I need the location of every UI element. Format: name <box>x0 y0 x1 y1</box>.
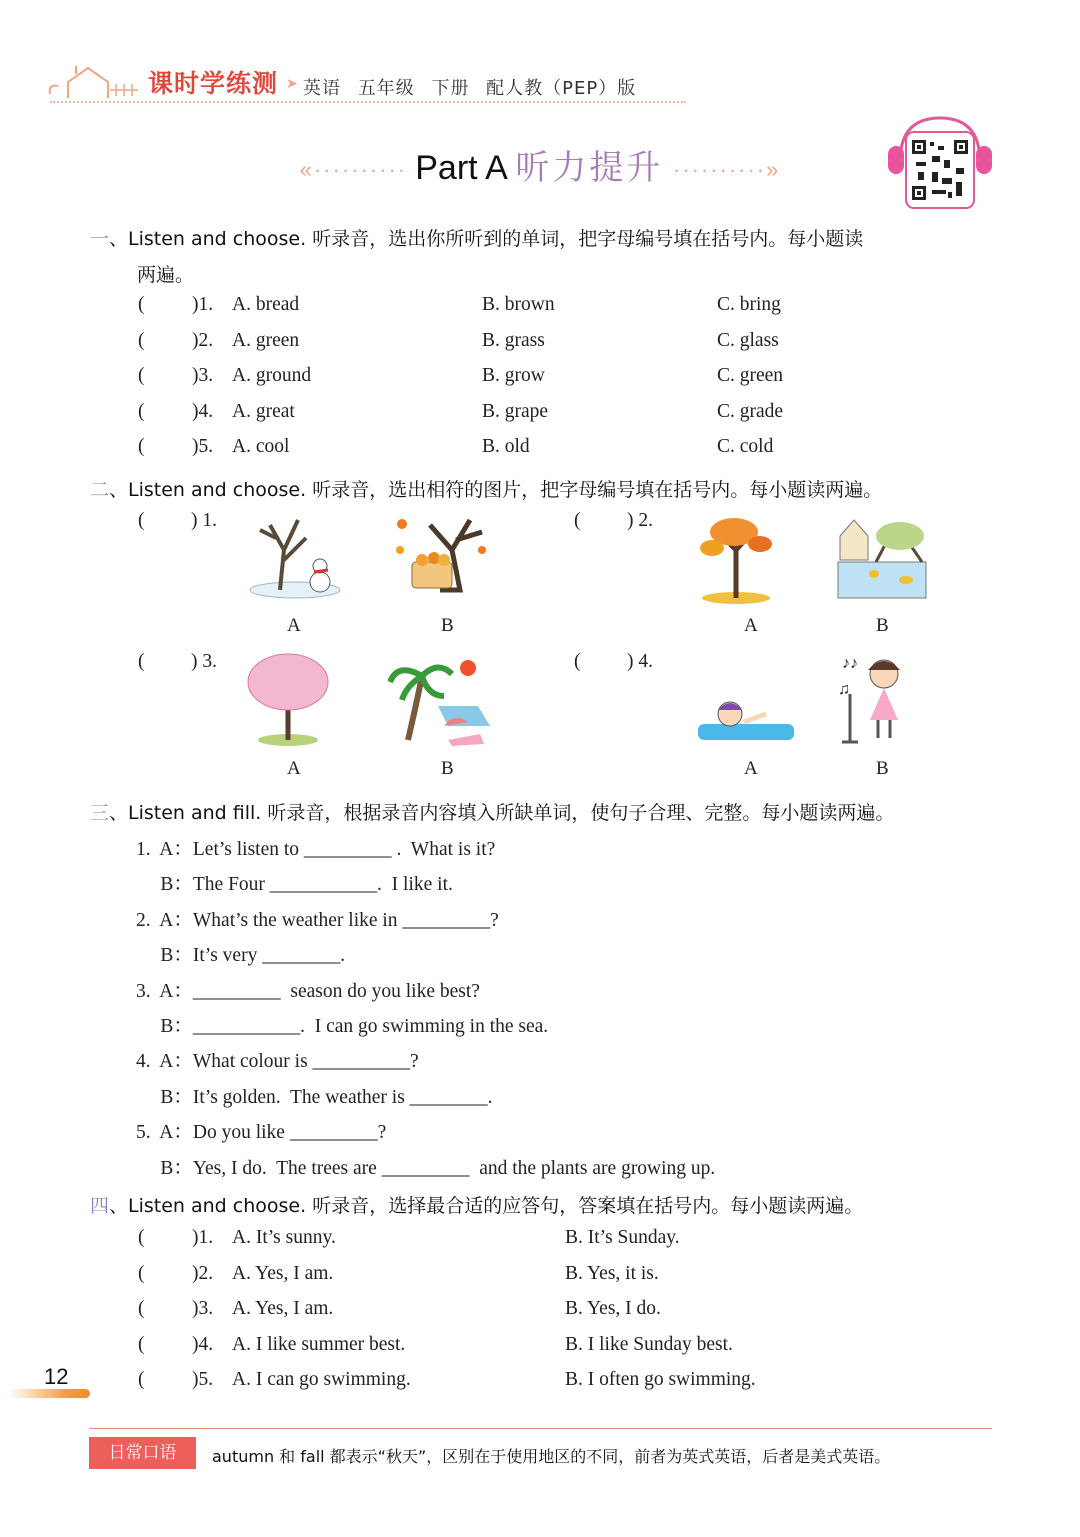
section2-heading <box>90 475 882 502</box>
option-c: C. cold <box>717 436 774 457</box>
picture-label-b: B <box>876 758 889 779</box>
fill-sentence: B：Yes, I do. The trees are _________ and the plants are growing up. <box>136 1157 716 1179</box>
option-b: B. Yes, I do. <box>565 1298 661 1319</box>
section-number: 一 <box>90 228 110 250</box>
picture-label-b: B <box>441 758 454 779</box>
question-number: )1. <box>192 294 214 315</box>
fill-sentence: B：It’s very ________. <box>136 945 346 967</box>
left-chevron-icon: «·········· <box>299 157 416 183</box>
section-instruction: 、Listen and choose. 听录音，选出相符的图片，把字母编号填在括号内。每小题读两遍。 <box>109 479 883 501</box>
option-b: B. brown <box>482 294 555 315</box>
section-instruction: 、Listen and choose. 听录音，选择最合适的应答句，答案填在括号内。每小题读两遍。 <box>109 1195 864 1217</box>
answer-bracket[interactable]: ( <box>138 294 145 315</box>
cherry-blossom-tree-picture <box>240 650 335 748</box>
answer-bracket[interactable]: ( <box>138 400 145 422</box>
fill-sentence: B：___________. I can go swimming in the sea. <box>136 1016 549 1037</box>
part-title-cn: 听力提升 <box>515 148 664 188</box>
fill-sentence: 1. A：Let’s listen to _________ . What is it? <box>136 839 496 860</box>
question-number: )2. <box>192 1262 214 1284</box>
section3-heading <box>90 798 894 825</box>
fill-sentence: 3. A：_________ season do you like best? <box>136 980 480 1002</box>
answer-bracket[interactable]: ( <box>138 365 145 386</box>
footer-divider <box>89 1428 992 1429</box>
part-title-en: Part A <box>415 149 506 187</box>
answer-bracket[interactable]: ( <box>138 1262 145 1284</box>
question-number: )3. <box>192 1298 214 1319</box>
arrow-icon: ➤ <box>286 77 298 92</box>
question-number: )5. <box>192 436 214 457</box>
answer-bracket[interactable]: ( <box>138 1369 145 1390</box>
section4-heading <box>90 1191 863 1218</box>
option-b: B. I like Sunday best. <box>565 1333 733 1355</box>
page-number: 12 <box>44 1364 69 1389</box>
question-number: ) 4. <box>627 651 653 672</box>
section1-heading <box>90 224 863 251</box>
page-number-bar <box>8 1389 90 1398</box>
option-a: A. cool <box>232 436 290 457</box>
question-number: )2. <box>192 329 214 351</box>
svg-text:♫: ♫ <box>838 681 850 698</box>
autumn-tree-basket-picture <box>390 510 490 598</box>
picture-label-b: B <box>876 615 889 636</box>
answer-bracket[interactable]: ( <box>138 651 145 672</box>
right-chevron-icon: ··········» <box>672 157 781 183</box>
answer-bracket[interactable]: ( <box>138 436 145 457</box>
option-a: A. green <box>232 329 300 351</box>
fill-sentence: 4. A：What colour is __________? <box>136 1051 419 1073</box>
house-logo-icon <box>46 60 142 104</box>
answer-bracket[interactable]: ( <box>138 1227 145 1248</box>
option-a: A. great <box>232 400 295 422</box>
girl-singing-picture <box>836 650 920 746</box>
section-number: 四 <box>90 1195 110 1217</box>
section-number: 二 <box>90 479 110 501</box>
option-b: B. I often go swimming. <box>565 1369 756 1390</box>
picture-label-a: A <box>287 758 301 779</box>
option-a: A. I can go swimming. <box>232 1369 411 1390</box>
fill-sentence: B：It’s golden. The weather is ________. <box>136 1086 493 1108</box>
question-number: )4. <box>192 1333 214 1355</box>
option-c: C. glass <box>717 329 779 351</box>
option-c: C. grade <box>717 400 784 422</box>
option-b: B. grass <box>482 329 545 351</box>
section-number: 三 <box>90 802 110 824</box>
answer-bracket[interactable]: ( <box>574 510 581 531</box>
answer-bracket[interactable]: ( <box>138 510 145 531</box>
spring-house-pond-picture <box>836 514 928 600</box>
option-a: A. Yes, I am. <box>232 1298 334 1319</box>
answer-bracket[interactable]: ( <box>138 329 145 351</box>
option-a: A. bread <box>232 294 300 315</box>
option-a: A. ground <box>232 365 312 386</box>
winter-tree-snowman-picture <box>240 510 345 602</box>
question-number: )1. <box>192 1227 214 1248</box>
answer-bracket[interactable]: ( <box>138 1333 145 1355</box>
fill-sentence: 2. A：What’s the weather like in _________? <box>136 909 499 931</box>
section-instruction: 、Listen and choose. 听录音，选出你所听到的单词，把字母编号填在括号内。每小题读 <box>109 228 864 250</box>
answer-bracket[interactable]: ( <box>138 1298 145 1319</box>
question-number: )5. <box>192 1369 214 1390</box>
qr-headphones-icon[interactable] <box>886 112 994 212</box>
option-c: C. bring <box>717 294 781 315</box>
picture-label-a: A <box>287 615 301 636</box>
header-divider <box>50 101 686 103</box>
section1-heading-cont: 两遍。 <box>137 264 195 286</box>
book-subtitle: 英语 五年级 下册 配人教（PEP）版 <box>303 78 637 99</box>
question-number: ) 3. <box>191 651 217 672</box>
picture-label-a: A <box>744 758 758 779</box>
question-number: )4. <box>192 400 214 422</box>
brand-title: 课时学练测 <box>148 69 279 98</box>
option-a: A. I like summer best. <box>232 1333 406 1355</box>
section-instruction: 、Listen and fill. 听录音，根据录音内容填入所缺单词，使句子合理、完整。每小题读两遍。 <box>109 802 895 824</box>
option-c: C. green <box>717 365 784 386</box>
fill-sentence: 5. A：Do you like _________? <box>136 1122 387 1144</box>
tip-label: 日常口语 <box>89 1437 196 1469</box>
child-swimming-picture <box>696 694 796 746</box>
option-b: B. It’s Sunday. <box>565 1227 680 1248</box>
picture-label-b: B <box>441 615 454 636</box>
beach-palm-picture <box>388 656 492 746</box>
option-b: B. Yes, it is. <box>565 1262 659 1284</box>
tip-text: autumn 和 fall 都表示“秋天”，区别在于使用地区的不同，前者为英式英语，后者是美式英语。 <box>212 1447 891 1466</box>
picture-label-a: A <box>744 615 758 636</box>
option-a: A. Yes, I am. <box>232 1262 334 1284</box>
option-b: B. old <box>482 436 530 457</box>
question-number: ) 1. <box>191 510 217 531</box>
svg-text:♪♪: ♪♪ <box>842 655 858 672</box>
autumn-tree-leaves-picture <box>686 510 781 605</box>
option-b: B. grow <box>482 365 545 386</box>
question-number: ) 2. <box>627 510 653 531</box>
fill-sentence: B：The Four ___________. I like it. <box>136 874 453 896</box>
option-a: A. It’s sunny. <box>232 1227 336 1248</box>
question-number: )3. <box>192 365 214 386</box>
option-b: B. grape <box>482 400 549 422</box>
answer-bracket[interactable]: ( <box>574 651 581 672</box>
